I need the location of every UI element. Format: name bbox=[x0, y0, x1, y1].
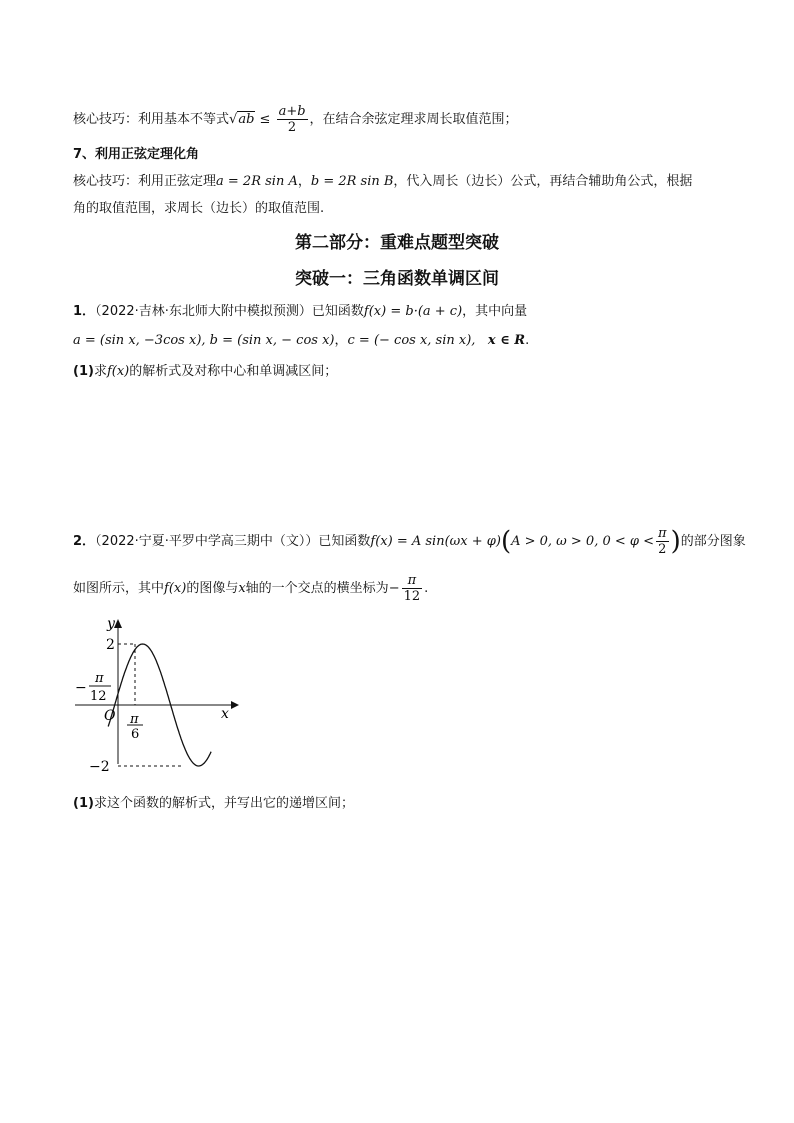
problem1-q1-func: f(x) bbox=[106, 364, 130, 379]
problem2-line2-x: x bbox=[238, 581, 246, 596]
neg-frac-num: π bbox=[402, 573, 423, 589]
problem1-q1 bbox=[73, 362, 337, 382]
problem2-line2-neg: − bbox=[388, 581, 400, 596]
problem1-number: 1． bbox=[73, 304, 96, 319]
tip7-line1 bbox=[73, 172, 692, 192]
problem1-q1-label: (1) bbox=[73, 364, 94, 379]
frac-a-plus-b-over-2 bbox=[277, 104, 308, 135]
origin-label: O bbox=[104, 708, 116, 724]
section-title: 突破一：三角函数单调区间 bbox=[295, 269, 499, 289]
problem2-cond: A > 0, ω > 0, 0 < φ < bbox=[511, 534, 655, 549]
problem2-q1 bbox=[73, 794, 354, 814]
tip6-line bbox=[73, 104, 518, 135]
problem1-vec-sep: ， bbox=[334, 333, 348, 348]
neg-pi12-num: π bbox=[95, 671, 104, 686]
problem2-line2-mid: 的图像与 bbox=[186, 581, 239, 596]
neg-pi12-minus: − bbox=[75, 680, 87, 696]
problem1-vec-a-b: a = (sin x, −3cos x), b = (sin x, − cos x) bbox=[73, 333, 335, 348]
heading-7: 7、利用正弦定理化角 bbox=[73, 147, 200, 162]
tip6-prefix: 核心技巧：利用基本不等式 bbox=[73, 112, 230, 127]
problem2-source: （2022·宁夏·平罗中学高三期中（文）） bbox=[95, 534, 319, 549]
cond-frac-den: 2 bbox=[658, 542, 667, 557]
tip7-sep: ， bbox=[297, 174, 311, 189]
problem2-neg-pi-12-frac bbox=[402, 573, 423, 604]
problem2-after: 的部分图象 bbox=[680, 534, 746, 549]
x-axis-label: x bbox=[221, 706, 229, 722]
problem2-line2-post: 轴的一个交点的横坐标为 bbox=[245, 581, 389, 596]
y-axis-label: y bbox=[107, 616, 115, 632]
problem2-q1-text: 求这个函数的解析式，并写出它的递增区间； bbox=[93, 796, 354, 811]
leq-sign: ≤ bbox=[255, 112, 275, 127]
problem1-period: . bbox=[525, 333, 530, 348]
tip7-eq2: b = 2R sin B bbox=[310, 174, 394, 189]
tip7-suffix: ，代入周长（边长）公式，再结合辅助角公式，根据 bbox=[393, 174, 693, 189]
tip7-eq1: a = 2R sin A bbox=[216, 174, 298, 189]
tip7-line2: 角的取值范围，求周长（边长）的取值范围. bbox=[73, 201, 325, 216]
problem1-line2 bbox=[73, 331, 529, 351]
y-axis-arrow bbox=[114, 619, 122, 628]
problem2-number: 2． bbox=[73, 534, 96, 549]
pi6-num: π bbox=[130, 712, 139, 727]
problem2-line1 bbox=[73, 526, 746, 557]
pi6-den: 6 bbox=[131, 727, 140, 742]
problem1-domain: x ∈ R bbox=[487, 333, 526, 348]
problem1-vectors-intro: ，其中向量 bbox=[462, 304, 528, 319]
neg-pi12-den: 12 bbox=[90, 689, 107, 704]
problem2-intro: 已知函数 bbox=[318, 534, 371, 549]
x-axis-arrow bbox=[231, 701, 239, 709]
sqrt-radicand: ab bbox=[238, 112, 255, 127]
problem1-intro: 已知函数 bbox=[311, 304, 364, 319]
problem1-q1-post: 的解析式及对称中心和单调减区间； bbox=[129, 364, 338, 379]
problem1-source: （2022·吉林·东北师大附中模拟预测） bbox=[95, 304, 312, 319]
part-title: 第二部分：重难点题型突破 bbox=[295, 233, 499, 253]
y-max-label: 2 bbox=[106, 637, 115, 653]
sqrt-ab: √ab bbox=[229, 112, 255, 127]
problem2-rparen: ) bbox=[670, 526, 681, 557]
problem1-vec-c: c = (− cos x, sin x), bbox=[347, 333, 476, 348]
tip7-prefix: 核心技巧：利用正弦定理 bbox=[73, 174, 217, 189]
neg-frac-den: 12 bbox=[403, 589, 421, 604]
problem2-q1-label: (1) bbox=[73, 796, 94, 811]
problem2-func: f(x) = A sin(ωx + φ) bbox=[370, 534, 501, 549]
frac-den: 2 bbox=[287, 120, 297, 135]
problem2-lparen: ( bbox=[500, 526, 512, 557]
cond-frac-num: π bbox=[658, 526, 667, 541]
problem2-cond-frac bbox=[656, 526, 669, 557]
problem2-line2-func: f(x) bbox=[164, 581, 187, 596]
problem1-func: f(x) = b·(a + c) bbox=[363, 304, 463, 319]
problem2-line2 bbox=[73, 573, 428, 604]
frac-num: a+b bbox=[278, 104, 306, 119]
y-min-label: −2 bbox=[89, 759, 110, 774]
tip6-suffix: ，在结合余弦定理求周长取值范围； bbox=[309, 112, 518, 127]
problem1-line1 bbox=[73, 302, 527, 322]
sine-graph bbox=[73, 614, 248, 774]
problem2-line2-pre: 如图所示，其中 bbox=[73, 581, 165, 596]
problem2-line2-end: . bbox=[424, 581, 429, 596]
problem1-q1-pre: 求 bbox=[93, 364, 107, 379]
